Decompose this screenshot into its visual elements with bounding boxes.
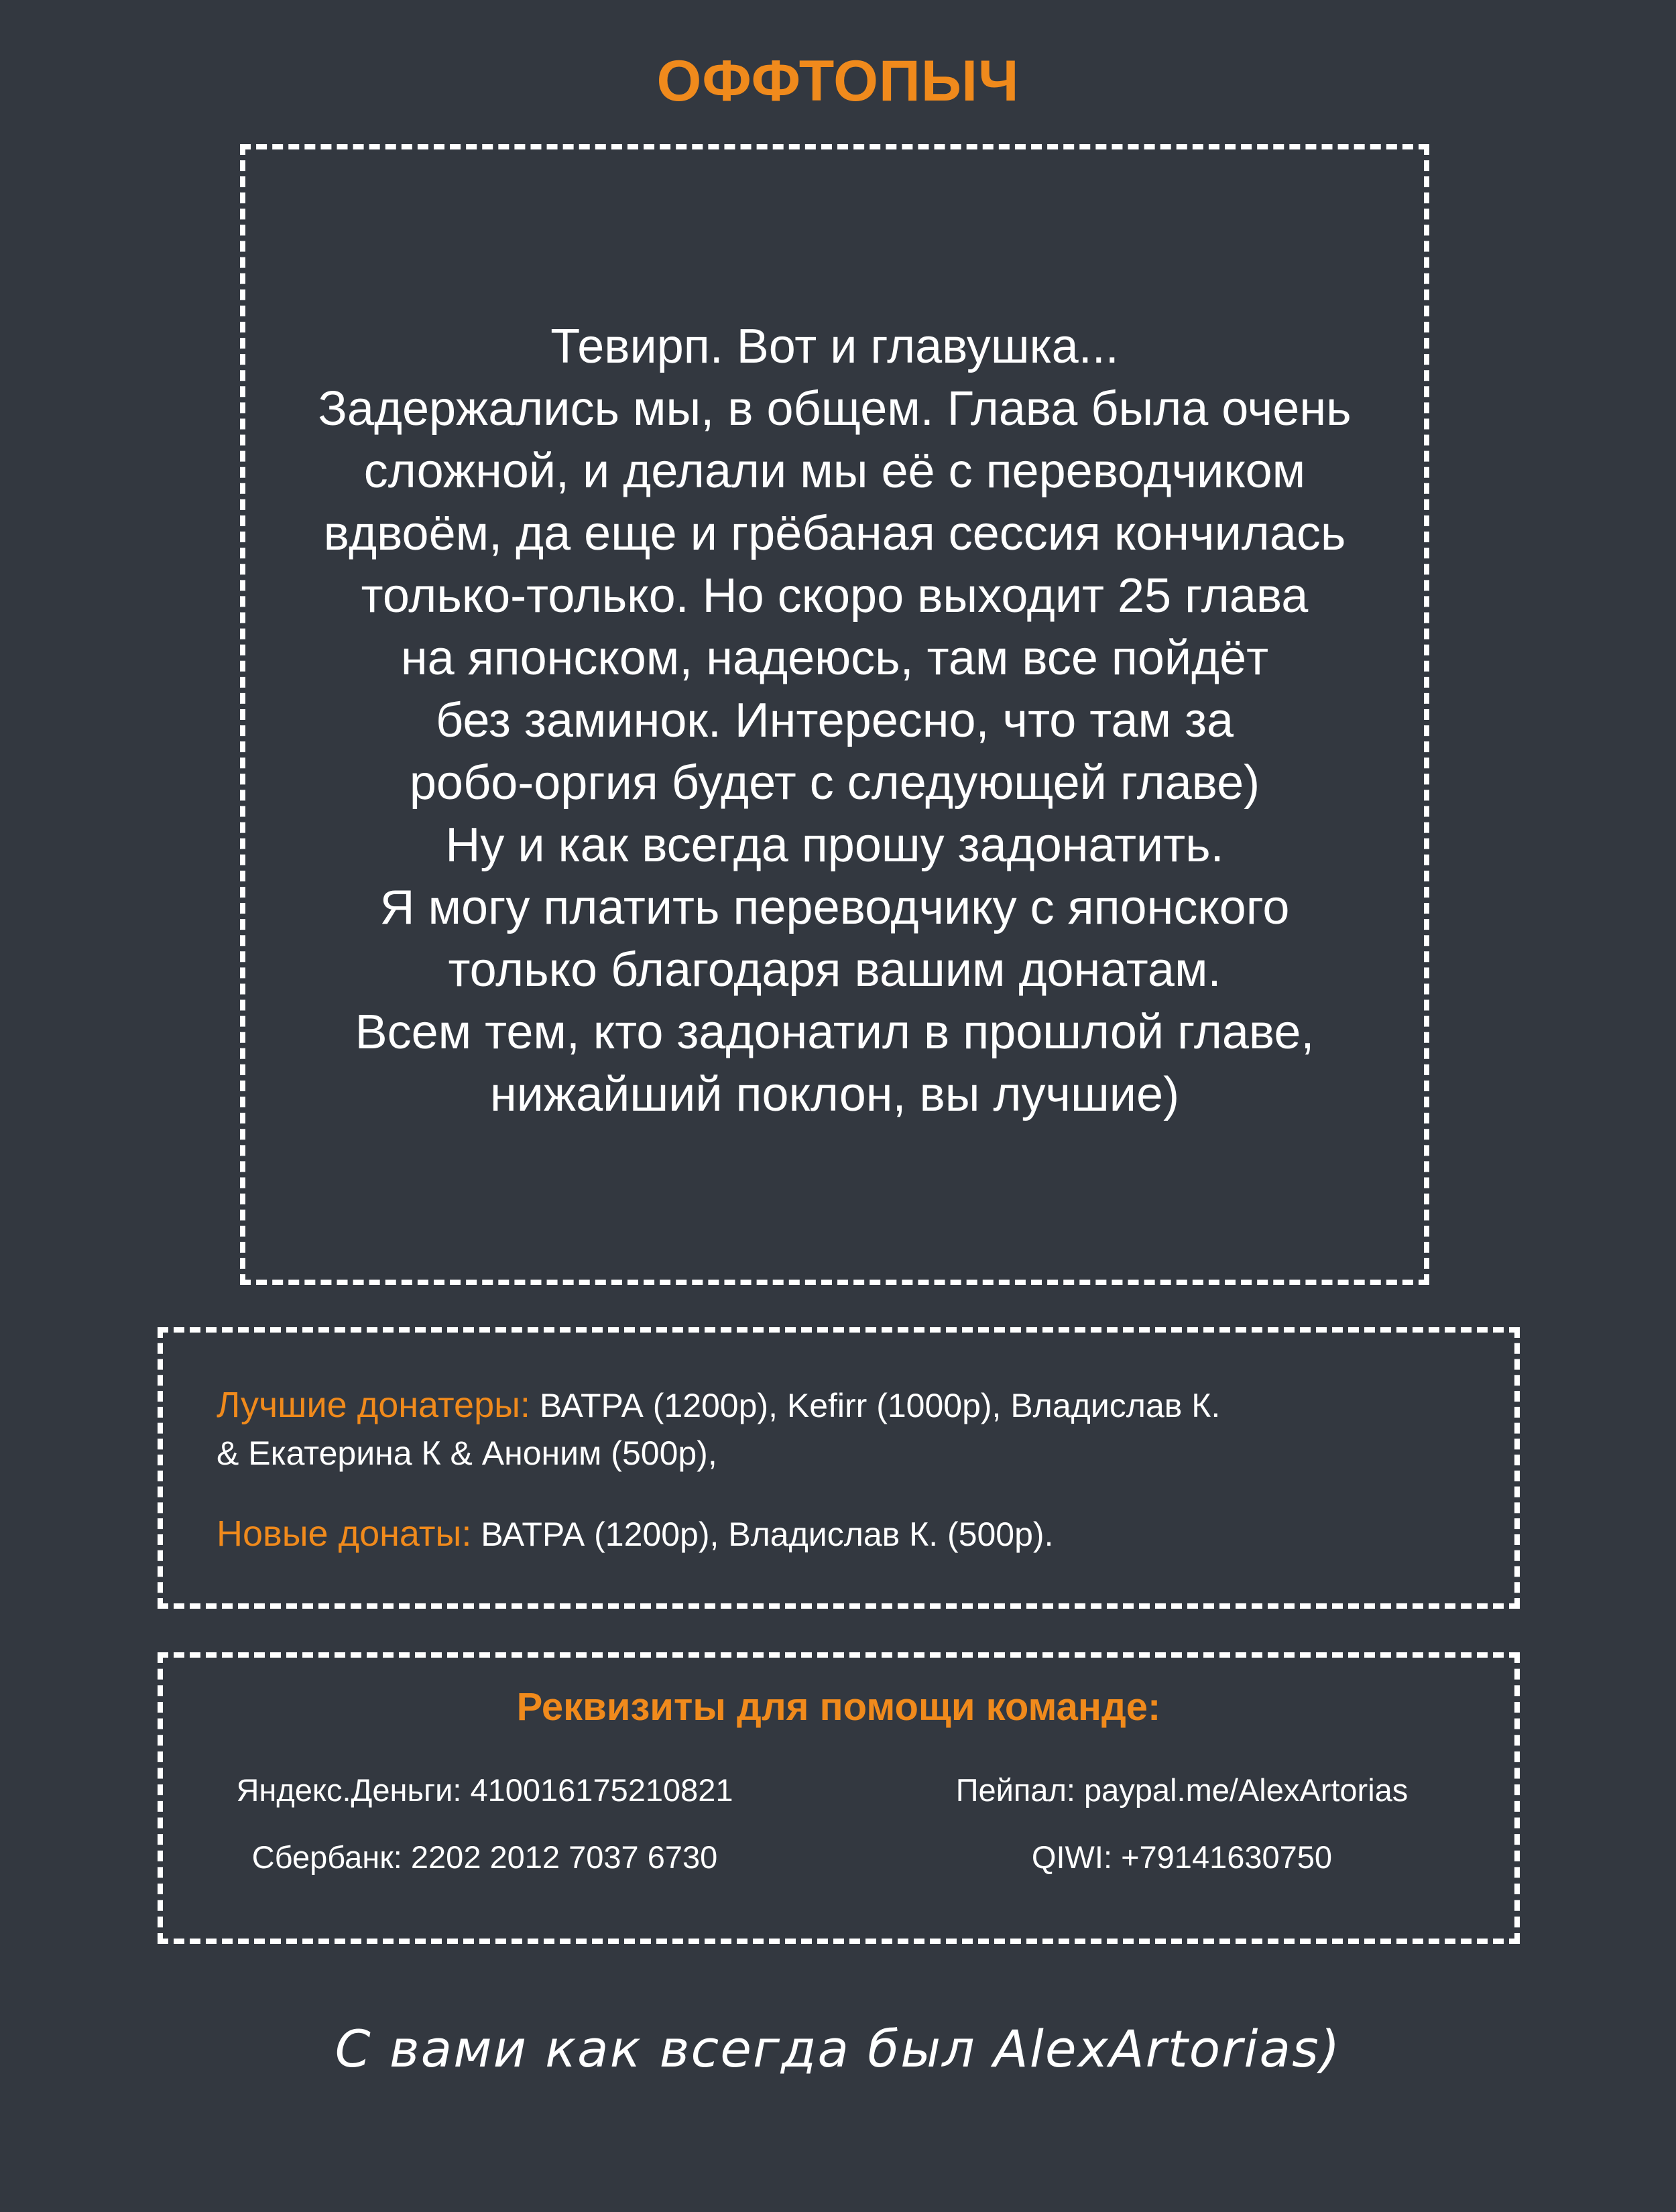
message-line: сложной, и делали мы её с переводчиком — [363, 444, 1306, 498]
best-donors-label: Лучшие донатеры: — [217, 1385, 530, 1425]
message-line: на японском, надеюсь, там все пойдёт — [400, 631, 1269, 685]
signature: С вами как всегда был AlexArtorias) — [335, 2019, 1341, 2079]
message-box — [240, 144, 1429, 1285]
best-donors-line — [217, 1381, 1220, 1430]
new-donations-line — [217, 1510, 1053, 1558]
message-line: Задержались мы, в общем. Глава была очень — [318, 382, 1352, 436]
message-line: только благодаря вашим донатам. — [448, 943, 1221, 997]
message-line: Всем тем, кто задонатил в прошлой главе, — [355, 1005, 1315, 1059]
message-line: нижайший поклон, вы лучшие) — [489, 1068, 1180, 1121]
best-donors-line-2: & Екатерина К & Аноним (500р), — [217, 1434, 717, 1472]
message-line: Тевирп. Вот и главушка... — [550, 320, 1119, 373]
message-line: только-только. Но скоро выходит 25 глава — [361, 569, 1309, 623]
message-line: вдвоём, да еще и грёбаная сессия кончилась — [323, 507, 1346, 560]
message-line: без заминок. Интересно, что там за — [435, 694, 1234, 747]
message-line: робо-оргия будет с следующей главе) — [409, 756, 1260, 810]
new-donations-label: Новые донаты: — [217, 1514, 472, 1554]
best-donors-value: ВАТРА (1200р), Kefirr (1000р), Владислав К. — [530, 1387, 1221, 1424]
payment-box — [158, 1652, 1520, 1944]
sberbank-details: Сбербанк: 2202 2012 7037 6730 — [251, 1839, 718, 1875]
message-line: Я могу платить переводчику с японского — [379, 881, 1290, 934]
payment-title: Реквизиты для помощи команде: — [516, 1685, 1161, 1729]
yandex-money-details: Яндекс.Деньги: 410016175210821 — [236, 1772, 733, 1808]
message-text — [245, 316, 1424, 1126]
paypal-details: Пейпал: paypal.me/AlexArtorias — [955, 1772, 1409, 1808]
page-title: ОФФТОПЫЧ — [656, 49, 1020, 113]
qiwi-details: QIWI: +79141630750 — [1031, 1839, 1333, 1875]
donors-box — [158, 1327, 1520, 1609]
message-line: Ну и как всегда прошу задонатить. — [445, 818, 1224, 872]
new-donations-value: ВАТРА (1200р), Владислав К. (500р). — [471, 1516, 1054, 1553]
